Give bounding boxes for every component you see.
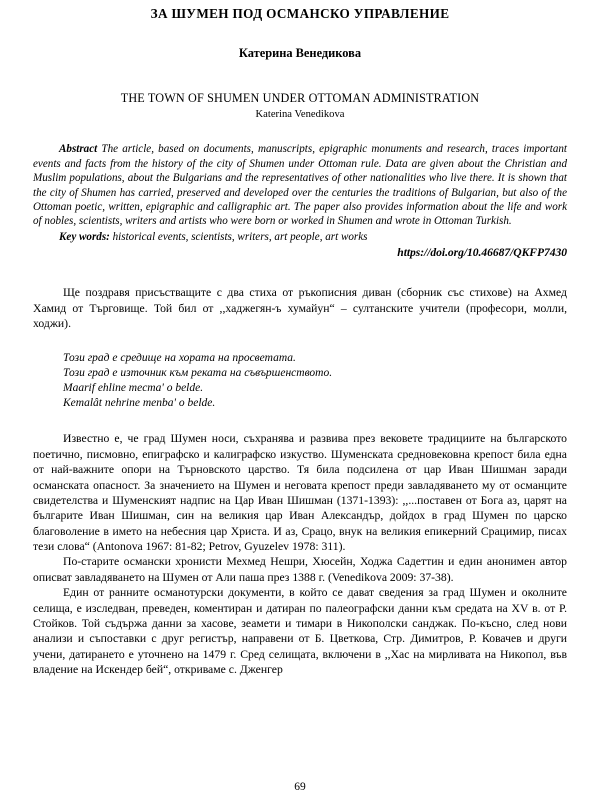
- verse-line-4: Kemalât nehrine menba' o belde.: [63, 397, 216, 410]
- verse-line-1: Този град е средище на хората на просветата.: [63, 352, 296, 365]
- keywords-label: Key words:: [59, 230, 110, 243]
- author-name-english: Katerina Venedikova: [255, 109, 345, 121]
- page-title-english: THE TOWN OF SHUMEN UNDER OTTOMAN ADMINISTRATION: [120, 90, 480, 105]
- body-paragraph-2: Известно е, че град Шумен носи, съхранява и развива през вековете традициите на българското поетично, писмовно, епиграфско и калиграфско изкуство. Шуменската средновековна крепост била една от най-важните опори на Търновското царство. Тя била подсилена от цар Иван Шишман заради османската опасност. За значението на Шумен и неговата крепост преди завладяването му от османците свидетелства и Шуменският надпис на Цар Иван Шишман (1371-1393): ,,...поставен от Бога аз, царят на българите Иван Шишман, син на великия цар Иван Александър, дойдох в град Шумен по царско благоволение в името на небесния цар Христа. И аз, Срацо, внук на великия епикерний Срацимир, писах тези слова“ (Antonova 1967: 81-82; Petrov, Gyuzelev 1978: 311).: [33, 432, 567, 554]
- abstract-label: Abstract: [59, 143, 98, 156]
- abstract-text: The article, based on documents, manuscripts, epigraphic monuments and research, traces important events and facts from the history of the city of Shumen under Ottoman rule. Data are given about the Christian and Muslim populations, about the Bulgarians and the representatives of other nationalities who live there. It is shown that the city of Shumen has carried, preserved and developed over the centuries the traditions of Bulgarian, but also of the Ottoman poetic, written, epigraphic and calligraphic art. The paper also provides information about the life and work of nobles, scientists, writers and artists who were born or worked in Shumen and wrote in Ottoman Turkish.: [33, 143, 568, 228]
- verse-line-3: Maarif ehline mecma' o belde.: [63, 382, 204, 395]
- page-number: 69: [294, 781, 306, 793]
- doi-link[interactable]: https://doi.org/10.46687/QKFP7430: [397, 246, 567, 260]
- page-title-bulgarian: ЗА ШУМЕН ПОД ОСМАНСКО УПРАВЛЕНИЕ: [150, 6, 450, 21]
- verse-block: [33, 331, 567, 411]
- body-paragraph-4: Един от ранните османотурски документи, в който се дават сведения за град Шумен и околните селища, е изследван, преведен, коментиран и датиран по палеографски данни към средата на XV в. от Р. Стойков. Той съдържа данни за хасове, зеамети и тимари в Никополски санджак. По-късно, след нови анализи и съпоставки с друг регистър, направени от Б. Цветкова, Стр. Димитров, Р. Ковачев и други учени, датирането е уточнено на 1479 г. Сред селищата, включени в ,,Хас на мирливата на Никопол, във владение на Искендер бей“, откриваме с. Дженгер: [33, 586, 567, 677]
- verse-line-2: Този град е източник към реката на съвършенството.: [63, 367, 333, 380]
- body-paragraph-1: Ще поздравя присъстващите с два стиха от ръкописния диван (сборник със стихове) на Ахмед Хамид от Търговище. Той бил от ,,хаджегян-ъ хумайун“ – султанските учители (професори, молли, ходжи).: [33, 286, 567, 331]
- keywords-text: historical events, scientists, writers, art people, art works: [112, 230, 368, 243]
- abstract-paragraph: [33, 120, 567, 229]
- author-name-bulgarian: Катерина Венедикова: [238, 45, 362, 60]
- keywords-paragraph: [33, 229, 567, 244]
- body-paragraph-3: По-старите османски хронисти Мехмед Нешри, Хюсейн, Ходжа Садеттин и един анонимен автор описват завладяването на Шумен от Али паша през 1388 г. (Venedikova 2009: 37-38).: [33, 555, 567, 584]
